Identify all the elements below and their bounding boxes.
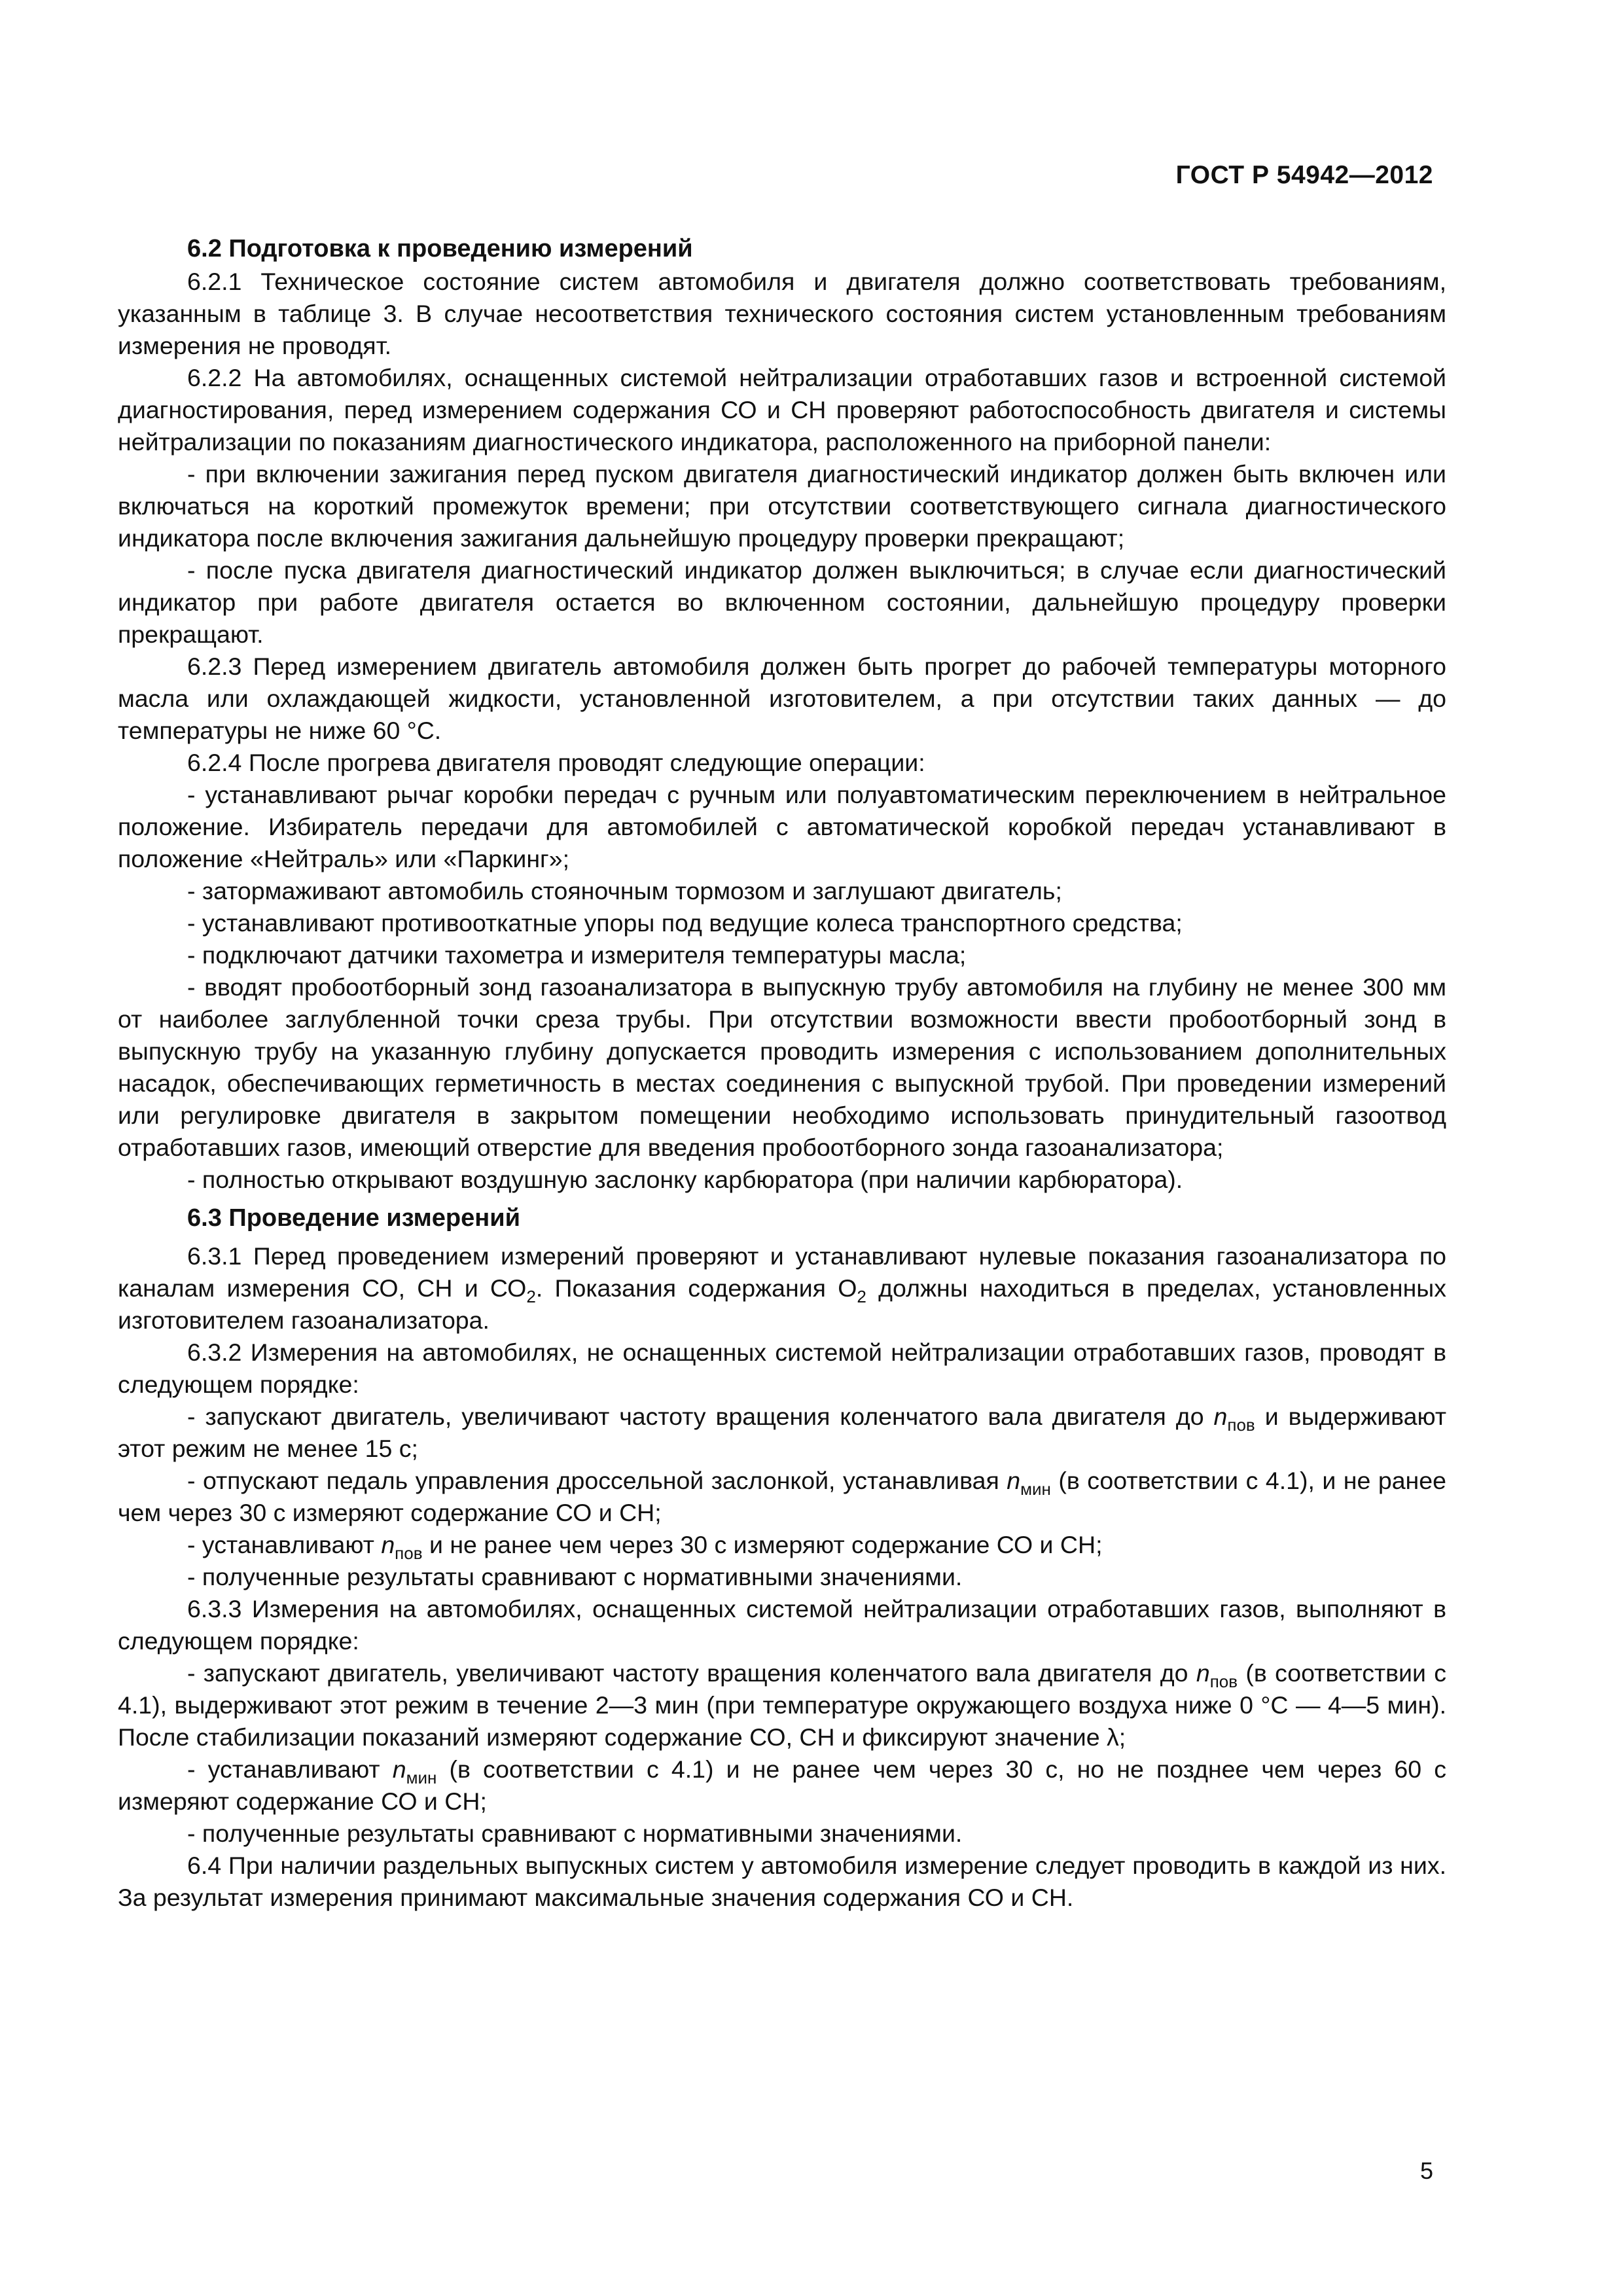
paragraph-6-2-2: 6.2.2 На автомобилях, оснащенных системой нейтрализации отработавших газов и встроенной системой диагностирования, перед измерением содержания СО и СН проверяют работоспособность двигателя и системы нейтрализации по показаниям диагностического индикатора, расположенного на приборной панели: xyxy=(118,364,1446,456)
list-item: - при включении зажигания перед пуском двигателя диагностический индикатор должен быть включен или включаться на короткий промежуток времени; при отсутствии соответствующего сигнала диагностического индикатора после включения зажигания дальнейшую процедуру проверки прекращают; xyxy=(118,460,1446,552)
list-item: - устанавливают рычаг коробки передач с ручным или полуавтоматическим переключением в нейтральное положение. Избиратель передачи для автомобилей с автоматической коробкой передач устанавливают в положение «Нейтраль» или «Паркинг»; xyxy=(118,781,1446,872)
list-item: - запускают двигатель, увеличивают частоту вращения коленчатого вала двигателя до $n_{пов}$ (в соответствии с 4.1), выдерживают этот режим в течение 2—3 мин (при температуре окружающего воздуха ниже 0 °С — 4—5 мин). После стабилизации показаний измеряют содержание СО, СН и фиксируют значение λ; xyxy=(118,1659,1447,1751)
list-item: - устанавливают $n_{пов}$ и не ранее чем через 30 с измеряют содержание СО и СН; xyxy=(187,1531,1103,1563)
list-item: - устанавливают $n_{мин}$ (в соответствии с 4.1) и не ранее чем через 30 с, но не позднее чем через 60 с измеряют содержание СО и СН; xyxy=(118,1755,1446,1815)
paragraph-6-3-2: 6.3.2 Измерения на автомобилях, не оснащенных системой нейтрализации отработавших газов, проводят в следующем порядке: xyxy=(118,1338,1446,1398)
list-item: - полученные результаты сравнивают с нормативными значениями. xyxy=(187,1820,963,1847)
paragraph-6-2-4: 6.2.4 После прогрева двигателя проводят следующие операции: xyxy=(187,749,925,776)
list-item: - подключают датчики тахометра и измерителя температуры масла; xyxy=(187,941,967,969)
list-item: - затормаживают автомобиль стояночным тормозом и заглушают двигатель; xyxy=(187,877,1062,905)
page-number: 5 xyxy=(1419,2157,1433,2184)
section-heading-6-2: 6.2 Подготовка к проведению измерений xyxy=(187,235,693,262)
list-item: - после пуска двигателя диагностический индикатор должен выключиться; в случае если диагностический индикатор при работе двигателя остается во включенном состоянии, дальнейшую процедуру проверки прекращают. xyxy=(118,556,1446,648)
document-body xyxy=(118,232,1446,1914)
paragraph-6-4: 6.4 При наличии раздельных выпускных систем у автомобиля измерение следует проводить в каждой из них. За результат измерения принимают максимальные значения содержания СО и СН. xyxy=(118,1852,1446,1911)
paragraph-6-3-1: 6.3.1 Перед проведением измерений проверяют и устанавливают нулевые показания газоанализатора по каналам измерения СО, СН и $СО_2$. Показания содержания $О_2$ должны находиться в пределах, установленных изготовителем газоанализатора. xyxy=(118,1242,1446,1334)
paragraph-6-2-1: 6.2.1 Техническое состояние систем автомобиля и двигателя должно соответствовать требованиям, указанным в таблице 3. В случае несоответствия технического состояния систем установленным требованиям измерения не проводят. xyxy=(118,268,1446,359)
list-item: - запускают двигатель, увеличивают частоту вращения коленчатого вала двигателя до $n_{пов}$ и выдерживают этот режим не менее 15 с; xyxy=(118,1403,1446,1462)
list-item: - отпускают педаль управления дроссельной заслонкой, устанавливая $n_{мин}$ (в соответствии с 4.1), и не ранее чем через 30 с измеряют содержание СО и СН; xyxy=(118,1467,1446,1526)
list-item: - полученные результаты сравнивают с нормативными значениями. xyxy=(187,1563,963,1590)
list-item: - устанавливают противооткатные упоры под ведущие колеса транспортного средства; xyxy=(187,909,1183,937)
list-item: - вводят пробоотборный зонд газоанализатора в выпускную трубу автомобиля на глубину не менее 300 мм от наиболее заглубленной точки среза трубы. При отсутствии возможности ввести пробоотборный зонд в выпускную трубу на указанную глубину допускается проводить измерения с использованием дополнительных насадок, обеспечивающих герметичность в местах соединения с выпускной трубой. При проведении измерений или регулировке двигателя в закрытом помещении необходимо использовать принудительный газоотвод отработавших газов, имеющий отверстие для введения пробоотборного зонда газоанализатора; xyxy=(118,973,1446,1161)
section-heading-6-3: 6.3 Проведение измерений xyxy=(187,1204,520,1232)
paragraph-6-3-3: 6.3.3 Измерения на автомобилях, оснащенных системой нейтрализации отработавших газов, выполняют в следующем порядке: xyxy=(118,1595,1446,1655)
document-id: ГОСТ Р 54942—2012 xyxy=(1175,161,1433,189)
paragraph-6-2-3: 6.2.3 Перед измерением двигатель автомобиля должен быть прогрет до рабочей температуры моторного масла или охлаждающей жидкости, установленной изготовителем, а при отсутствии таких данных — до температуры не ниже 60 °С. xyxy=(118,653,1446,744)
list-item: - полностью открывают воздушную заслонку карбюратора (при наличии карбюратора). xyxy=(187,1166,1183,1193)
